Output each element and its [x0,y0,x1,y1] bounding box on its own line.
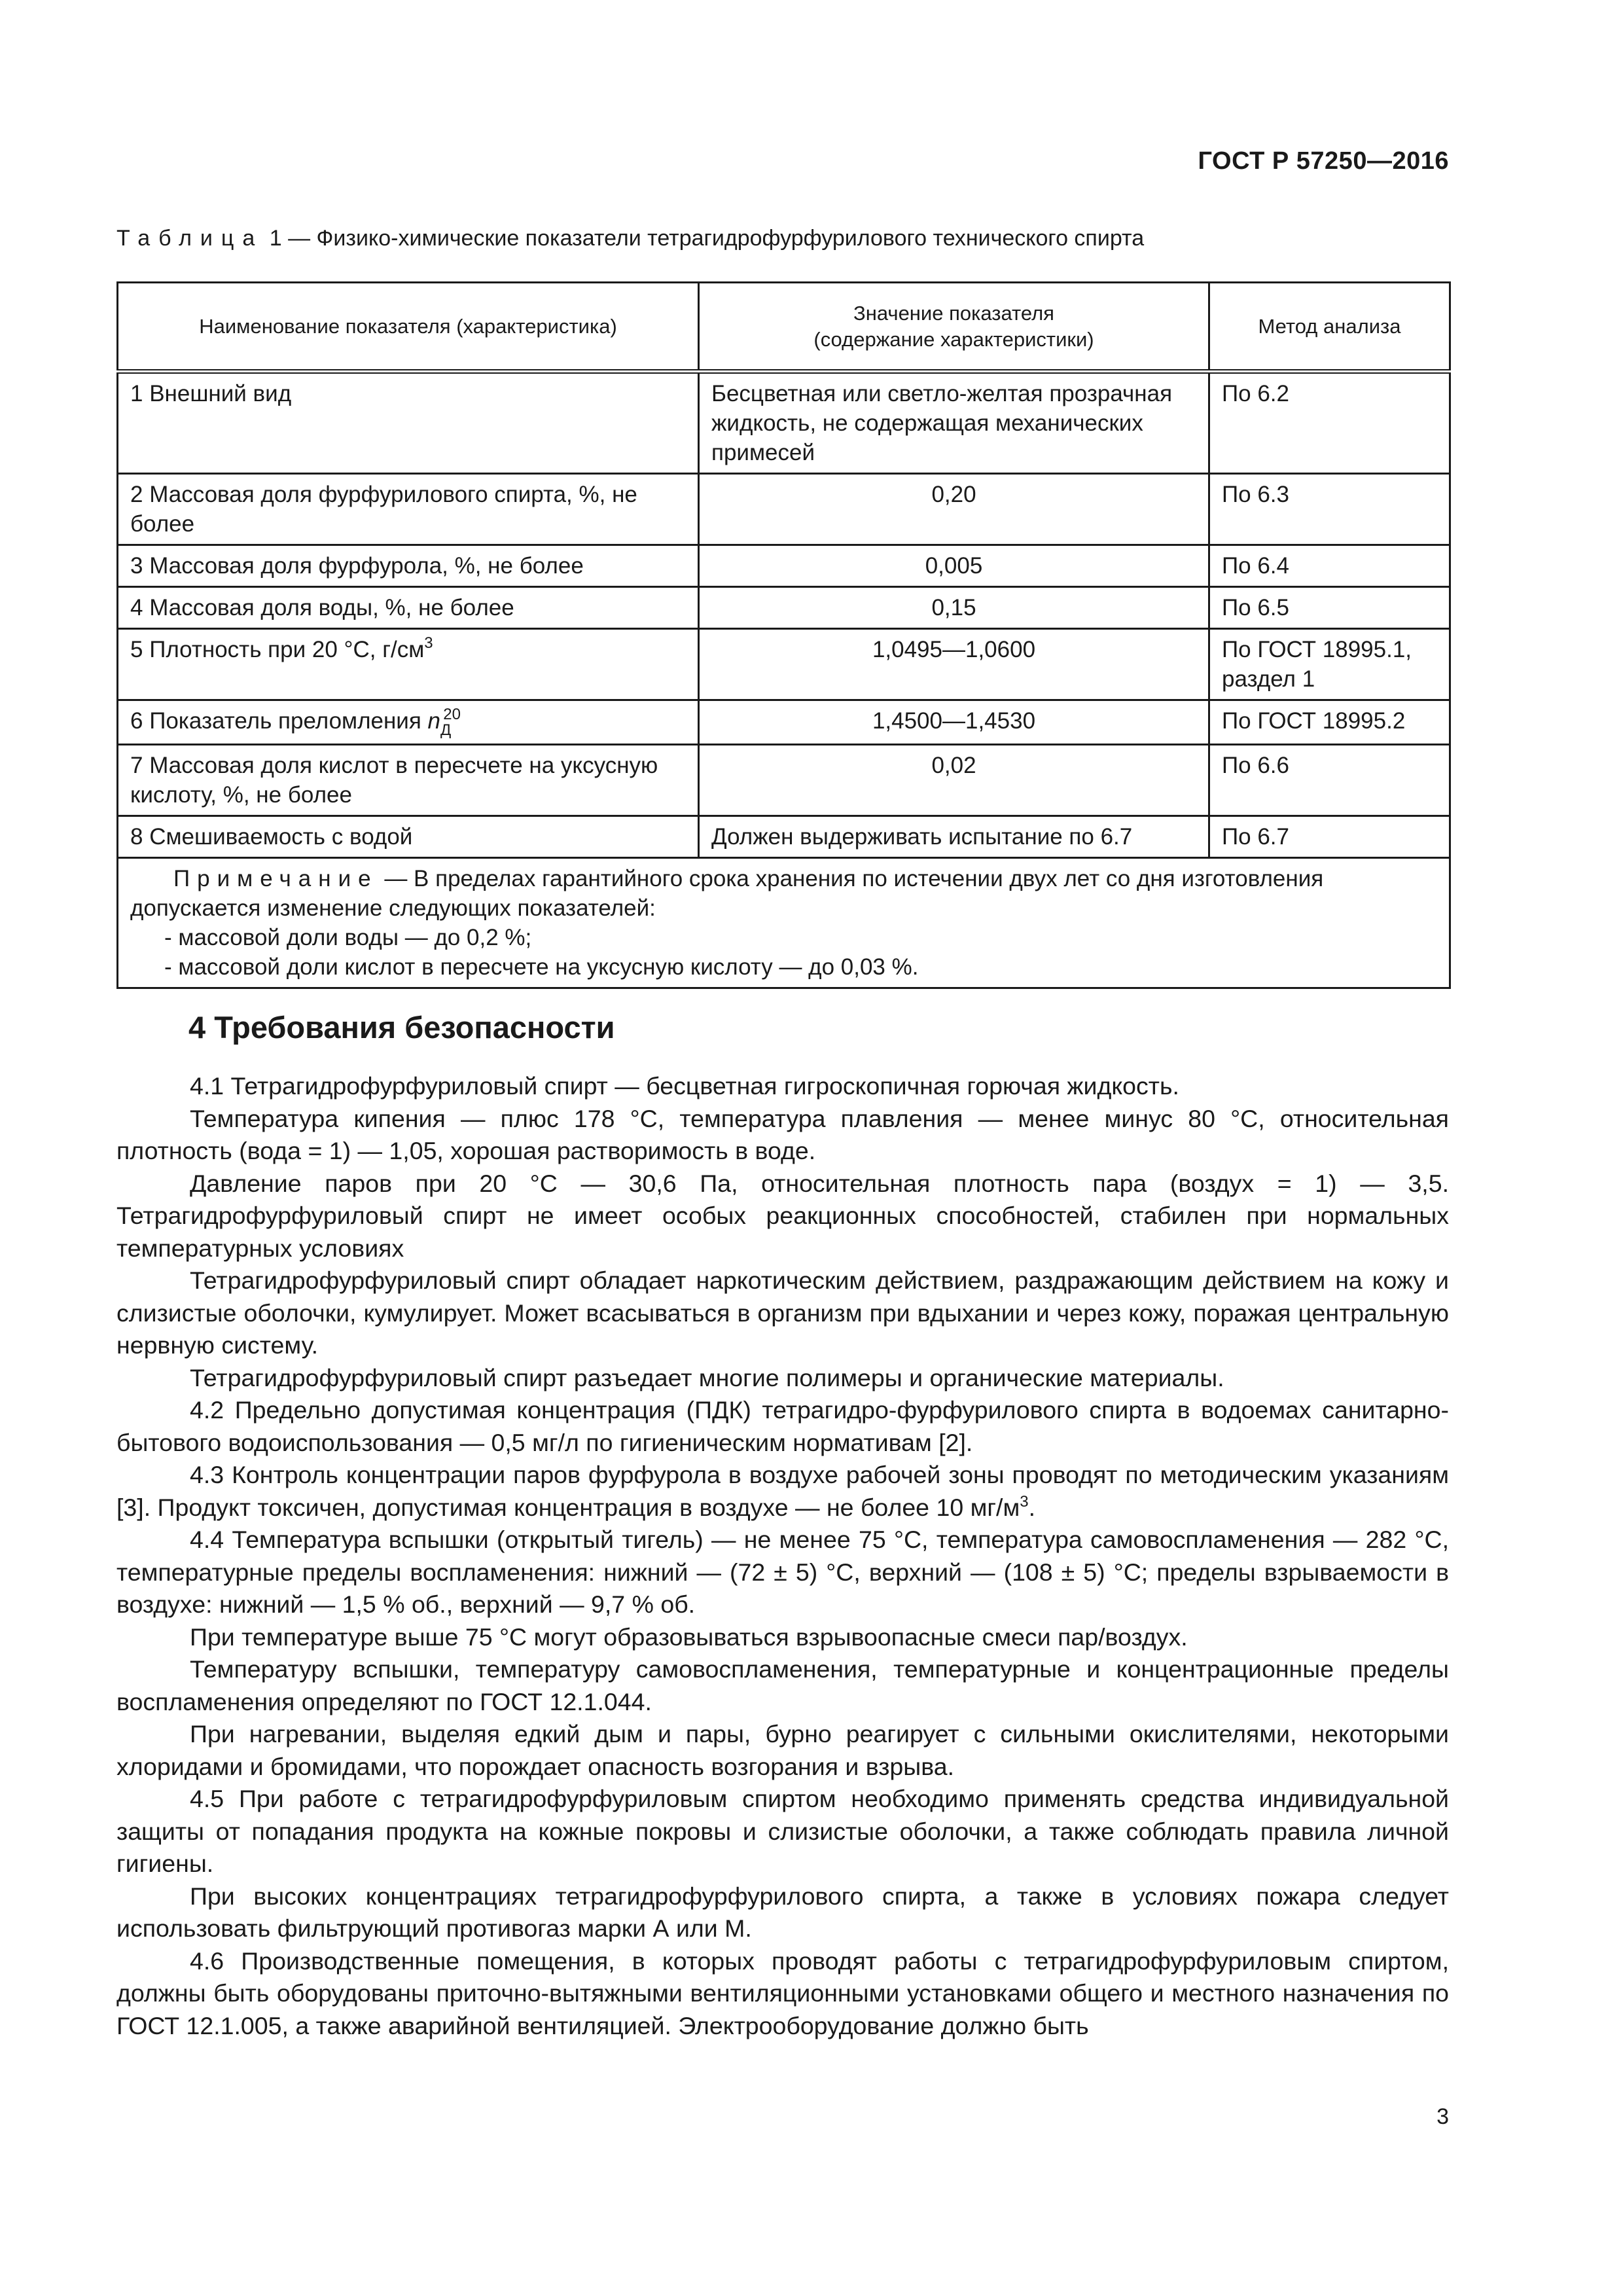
row-method: По 6.7 [1209,816,1450,858]
paragraph: Температуру вспышки, температуру самовоспламенения, температурные и концентрационные пределы воспламенения определяют по ГОСТ 12.1.044. [116,1655,1449,1715]
row-value: 1,0495—1,0600 [699,629,1209,700]
paragraph: Тетрагидрофурфуриловый спирт разъедает многие полимеры и органические материалы. [190,1363,1224,1391]
table-row [118,700,1450,745]
table-row [118,587,1450,629]
section-title: 4 Требования безопасности [188,1010,615,1045]
row-method: По 6.2 [1209,372,1450,474]
row-name: 1 Внешний вид [118,372,699,474]
row-value: Бесцветная или светло-желтая прозрачная жидкость, не содержащая механических примесей [699,372,1209,474]
table-row [118,816,1450,858]
table-row [118,474,1450,545]
note-item: - массовой доли кислот в пересчете на уксусную кислоту — до 0,03 %. [164,954,919,980]
row-name: 3 Массовая доля фурфурола, %, не более [118,545,699,587]
row-name: 8 Смешиваемость с водой [118,816,699,858]
paragraph: Температура кипения — плюс 178 °С, температура плавления — менее минус 80 °С, относительная плотность (вода = 1) — 1,05, хорошая растворимость в воде. [116,1104,1449,1164]
paragraph: 4.6 Производственные помещения, в которых проводят работы с тетрагидрофурфуриловым спиртом, должны быть оборудованы приточно-вытяжными вентиляционными установками общего и местного назначения по ГОСТ 12.1.005, а также аварийной вентиляцией. Электрооборудование должно быть [116,1946,1449,2039]
table-caption-label: Таблица [116,226,264,251]
row-value: 0,02 [699,745,1209,816]
paragraph: 4.3 Контроль концентрации паров фурфурола в воздухе рабочей зоны проводят по методическим указаниям [3]. Продукт токсичен, допустимая концентрация в воздухе — не более 10 $мг/м^3$. [116,1461,1449,1521]
paragraph: 4.4 Температура вспышки (открытый тигель) — не менее 75 °С, температура самовоспламенения — 282 °С, температурные пределы воспламенения: нижний — (72 ± 5) °С, верхний — (108 ± 5) °С; пределы взрываемости в воздухе: нижний — 1,5 % об., верхний — 9,7 % об. [116,1526,1449,1618]
row-value: 0,15 [699,587,1209,629]
row-value: 0,20 [699,474,1209,545]
table-row [118,545,1450,587]
row-method: По 6.4 [1209,545,1450,587]
table-row [118,745,1450,816]
paragraph: При высоких концентрациях тетрагидрофурфурилового спирта, а также в условиях пожара следует использовать фильтрующий противогаз марки А или М. [116,1882,1449,1942]
superscript: 3 [424,634,433,652]
paragraph: Тетрагидрофурфуриловый спирт обладает наркотическим действием, раздражающим действием на кожу и слизистые оболочки, кумулирует. Может всасываться в организм при вдыхании и через кожу, поражая центральную нервную систему. [116,1266,1449,1359]
note-label: Примечание [173,866,378,891]
refractive-index-symbol: $n_Д^{20}$ [427,706,461,739]
row-value: Должен выдерживать испытание по 6.7 [699,816,1209,858]
paragraph: При нагревании, выделяя едкий дым и пары, бурно реагирует с сильными окислителями, некоторыми хлоридами и бромидами, что порождает опасность возгорания и взрыва. [116,1720,1449,1780]
row-value: 0,005 [699,545,1209,587]
table-note-row [118,858,1450,988]
note-text: — В пределах гарантийного срока хранения по истечении двух лет со дня изготовления допускается изменение следующих показателей: [130,866,1324,921]
row-name: 2 Массовая доля фурфурилового спирта, %, не более [118,474,699,545]
row-name: 7 Массовая доля кислот в пересчете на уксусную кислоту, %, не более [118,745,699,816]
header-value: Значение показателя (содержание характеристики) [699,283,1209,372]
properties-table [116,281,1451,989]
header-name: Наименование показателя (характеристика) [118,283,699,372]
row-name: 5 Плотность при 20 °С, $г/см^3$ [118,629,699,700]
paragraph: При температуре выше 75 °С могут образовываться взрывоопасные смеси пар/воздух. [190,1623,1188,1651]
row-value: 1,4500—1,4530 [699,700,1209,745]
row-method: По 6.6 [1209,745,1450,816]
table-row [118,372,1450,474]
paragraph: 4.1 Тетрагидрофурфуриловый спирт — бесцветная гигроскопичная горючая жидкость. [190,1072,1179,1100]
page-number: 3 [1436,2104,1449,2129]
safety-section [116,1008,1449,2042]
row-method: По ГОСТ 18995.1, раздел 1 [1209,629,1450,700]
document-code: ГОСТ Р 57250—2016 [1198,147,1449,175]
table-caption [116,226,1144,251]
header-method: Метод анализа [1209,283,1450,372]
table-note [118,858,1450,988]
row-name: 6 Показатель преломления $n_Д^{20}$ [118,700,699,745]
table-caption-text: 1 — Физико-химические показатели тетрагидрофурфурилового технического спирта [263,226,1145,251]
row-name: 4 Массовая доля воды, %, не более [118,587,699,629]
superscript: 3 [1020,1492,1029,1511]
paragraph: Давление паров при 20 °С — 30,6 Па, относительная плотность пара (воздух = 1) — 3,5. Тетрагидрофурфуриловый спирт не имеет особых реакционных способностей, стабилен при нормальных температурных условиях [116,1169,1449,1262]
row-method: По 6.3 [1209,474,1450,545]
row-method: По 6.5 [1209,587,1450,629]
paragraph: 4.2 Предельно допустимая концентрация (ПДК) тетрагидро-фурфурилового спирта в водоемах санитарно-бытового водоиспользования — 0,5 мг/л по гигиеническим нормативам [2]. [116,1396,1449,1456]
note-item: - массовой доли воды — до 0,2 %; [164,925,532,950]
row-method: По ГОСТ 18995.2 [1209,700,1450,745]
table-header-row [118,283,1450,372]
table-row [118,629,1450,700]
paragraph: 4.5 При работе с тетрагидрофурфуриловым спиртом необходимо применять средства индивидуальной защиты от попадания продукта на кожные покровы и слизистые оболочки, а также соблюдать правила личной гигиены. [116,1785,1449,1877]
